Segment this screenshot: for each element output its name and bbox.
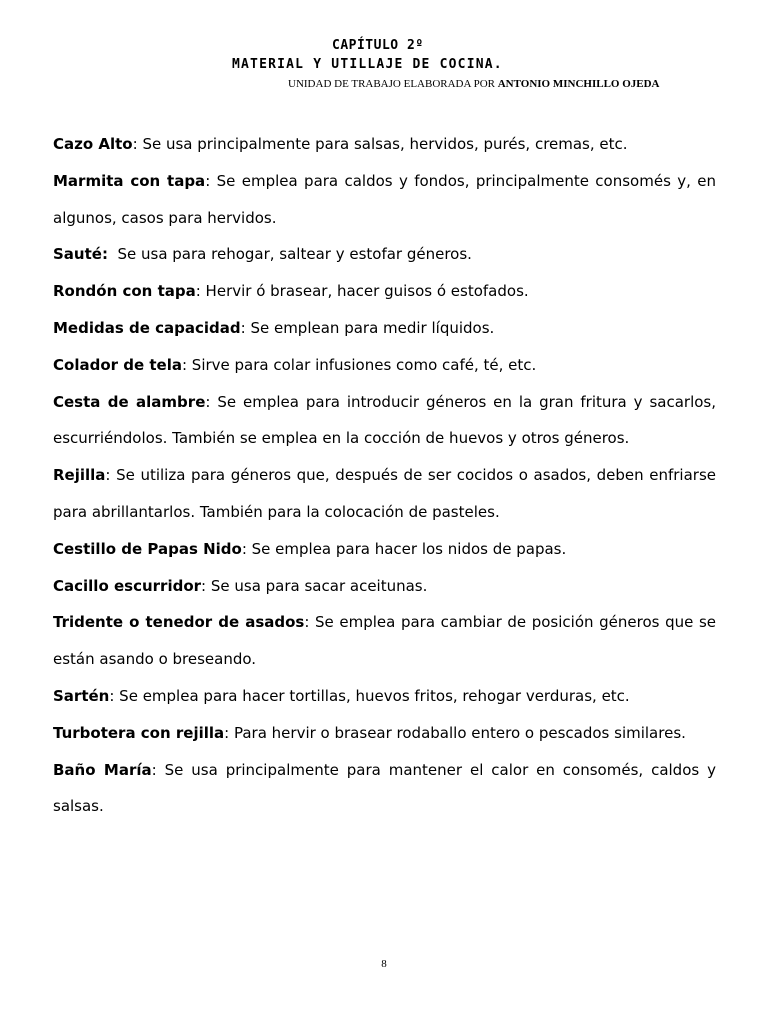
entry-term: Turbotera con rejilla <box>53 723 225 742</box>
author-line-prefix: UNIDAD DE TRABAJO ELABORADA POR <box>288 78 495 90</box>
entry-description: : Se emplea para hacer tortillas, huevos fritos, rehogar verduras, etc. <box>109 686 630 705</box>
entry-term: Cazo Alto <box>53 135 133 153</box>
entry-description: : Se emplea para caldos y fondos, principalmente consomés y, en algunos, casos para hervidos. <box>53 171 717 227</box>
entry-term: Marmita con tapa <box>53 171 206 190</box>
entry-cacillo-escurridor <box>53 568 716 605</box>
entry-description: : Se usa principalmente para mantener el calor en consomés, caldos y salsas. <box>53 760 716 816</box>
entry-term: Colador de tela <box>53 355 182 374</box>
entry-rejilla <box>53 457 716 531</box>
chapter-number: CAPÍTULO 2º <box>332 38 424 53</box>
entry-description: : Se usa para sacar aceitunas. <box>201 576 428 595</box>
page-number: 8 <box>381 958 387 970</box>
entry-rondon-con-tapa <box>53 273 716 310</box>
entry-description: : Se utiliza para géneros que, después de ser cocidos o asados, deben enfriarse para abrillantarlos. También para la colocación de pasteles. <box>53 466 716 521</box>
entry-marmita-con-tapa <box>53 163 716 237</box>
author-line <box>288 78 660 90</box>
entry-term: Cesta de alambre <box>53 392 206 411</box>
entry-term: Baño María <box>53 760 152 779</box>
entry-term: Tridente o tenedor de asados <box>53 613 305 632</box>
entry-term: Cacillo escurridor <box>53 576 202 595</box>
entry-term: Rondón con tapa <box>53 282 196 301</box>
entry-description: : Sirve para colar infusiones como café, té, etc. <box>181 355 537 374</box>
entry-description: : Se emplea para cambiar de posición géneros que se están asando o breseando. <box>53 613 716 669</box>
entry-description: : Se emplean para medir líquidos. <box>240 318 495 337</box>
entry-term: Cestillo de Papas Nido <box>53 539 242 558</box>
entry-term: Medidas de capacidad <box>53 318 241 337</box>
entry-cazo-alto <box>53 126 716 163</box>
entry-description: : Se emplea para introducir géneros en la gran fritura y sacarlos, escurriéndolos. También se emplea en la cocción de huevos y otros géneros. <box>53 392 716 448</box>
chapter-title: MATERIAL Y UTILLAJE DE COCINA. <box>232 57 503 72</box>
entry-term: Sartén <box>53 686 110 705</box>
entries-list <box>53 126 716 825</box>
entry-term: Sauté: <box>53 245 108 264</box>
entry-description: : Se usa principalmente para salsas, hervidos, purés, cremas, etc. <box>132 135 628 153</box>
page-header <box>0 0 768 100</box>
entry-cesta-de-alambre <box>53 384 716 458</box>
entry-term: Rejilla <box>53 466 106 485</box>
author-name: ANTONIO MINCHILLO OJEDA <box>497 78 660 90</box>
entry-sarten <box>53 678 716 715</box>
entry-description: : Se emplea para hacer los nidos de papas. <box>241 539 567 558</box>
entry-description: : Para hervir o brasear rodaballo entero o pescados similares. <box>224 723 686 742</box>
entry-turbotera-con-rejilla <box>53 715 716 752</box>
entry-medidas-de-capacidad <box>53 310 716 347</box>
entry-colador-de-tela <box>53 347 716 384</box>
entry-description: Se usa para rehogar, saltear y estofar géneros. <box>107 245 472 264</box>
entry-bano-maria <box>53 752 716 826</box>
entry-tridente <box>53 604 716 678</box>
entry-saute <box>53 236 716 273</box>
entry-description: : Hervir ó brasear, hacer guisos ó estofados. <box>195 282 529 301</box>
entry-cestillo-de-papas-nido <box>53 531 716 568</box>
